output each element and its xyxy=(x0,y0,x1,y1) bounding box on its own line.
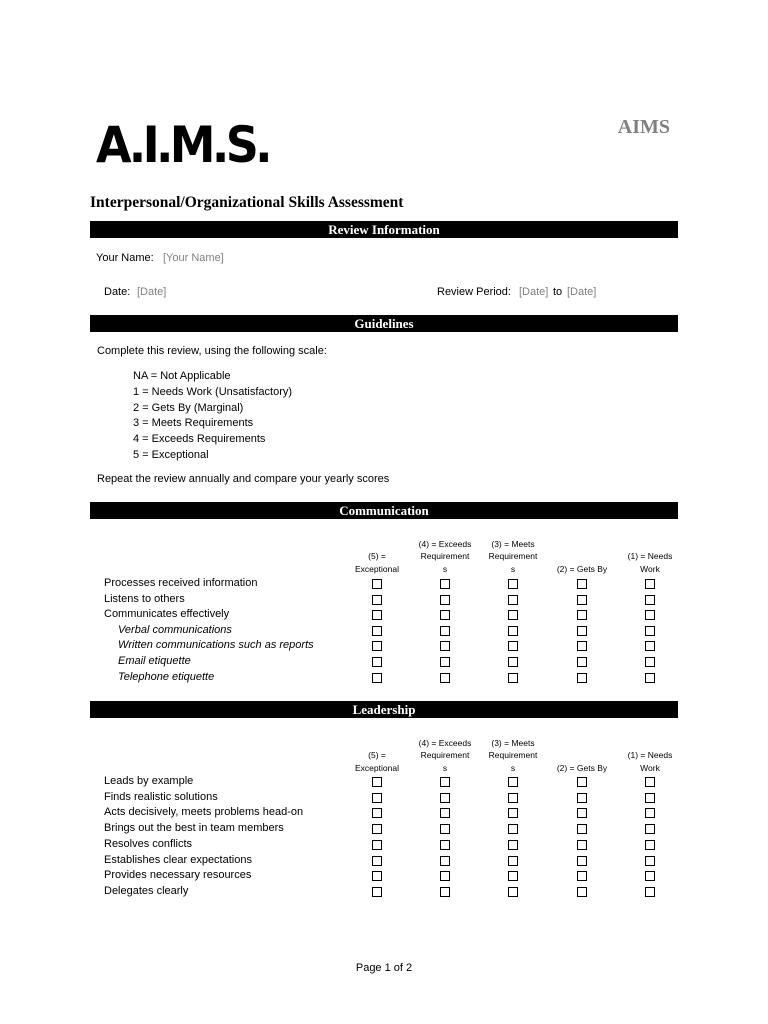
rating-checkbox[interactable] xyxy=(645,856,655,866)
rating-checkbox[interactable] xyxy=(577,657,587,667)
rating-checkbox[interactable] xyxy=(440,657,450,667)
rating-column-header-line: Work xyxy=(640,563,660,574)
rating-checkbox[interactable] xyxy=(577,673,587,683)
rating-checkbox[interactable] xyxy=(645,641,655,651)
review-period-to-label: to xyxy=(553,286,563,298)
rating-checkbox[interactable] xyxy=(645,673,655,683)
rating-column-header-line: Requirement xyxy=(420,750,470,760)
scale-item: NA = Not Applicable xyxy=(133,370,231,382)
rating-checkbox[interactable] xyxy=(372,840,382,850)
page-number: Page 1 of 2 xyxy=(355,962,413,974)
rating-column-header-line: s xyxy=(510,762,516,773)
rating-column-header-line: (4) = Exceeds xyxy=(418,538,472,549)
rating-column-header-line: Requirement xyxy=(488,750,538,760)
rating-column-header xyxy=(344,749,410,774)
assessment-row xyxy=(104,592,664,608)
assessment-row xyxy=(104,884,664,900)
assessment-item-label: Acts decisively, meets problems head-on xyxy=(104,806,304,819)
assessment-item-label: Written communications such as reports xyxy=(118,639,314,652)
rating-column-header-line: (1) = Needs xyxy=(627,551,673,561)
rating-column-header-line: (2) = Gets By xyxy=(556,563,608,574)
assessment-row xyxy=(104,868,664,884)
rating-checkbox[interactable] xyxy=(577,793,587,803)
assessment-row xyxy=(104,774,664,790)
assessment-item-label: Provides necessary resources xyxy=(104,869,252,882)
rating-checkbox[interactable] xyxy=(645,777,655,787)
rating-checkbox[interactable] xyxy=(372,808,382,818)
rating-checkbox[interactable] xyxy=(372,641,382,651)
rating-checkbox[interactable] xyxy=(440,777,450,787)
assessment-row xyxy=(104,853,664,869)
rating-checkbox[interactable] xyxy=(577,641,587,651)
assessment-row xyxy=(104,607,664,623)
scale-item: 1 = Needs Work (Unsatisfactory) xyxy=(133,385,293,398)
rating-checkbox[interactable] xyxy=(508,824,518,834)
rating-checkbox[interactable] xyxy=(508,793,518,803)
rating-column-header xyxy=(480,737,546,775)
rating-column-header xyxy=(412,538,478,576)
rating-checkbox[interactable] xyxy=(645,871,655,881)
rating-checkbox[interactable] xyxy=(508,657,518,667)
rating-checkbox[interactable] xyxy=(508,856,518,866)
rating-checkbox[interactable] xyxy=(577,777,587,787)
rating-checkbox[interactable] xyxy=(508,887,518,897)
rating-column-header xyxy=(412,737,478,775)
your-name-field[interactable]: [Your Name] xyxy=(163,252,224,264)
rating-column-header-line: Requirement xyxy=(420,551,470,561)
rating-checkbox[interactable] xyxy=(372,824,382,834)
rating-column-header-line: (3) = Meets xyxy=(491,538,535,549)
scale-item: 3 = Meets Requirements xyxy=(133,417,254,430)
rating-checkbox[interactable] xyxy=(372,579,382,589)
rating-checkbox[interactable] xyxy=(440,793,450,803)
assessment-row xyxy=(104,623,664,639)
rating-checkbox[interactable] xyxy=(440,626,450,636)
assessment-item-label: Establishes clear expectations xyxy=(104,853,252,866)
assessment-row xyxy=(104,654,664,670)
assessment-row xyxy=(104,805,664,821)
rating-checkbox[interactable] xyxy=(645,657,655,667)
assessment-item-label: Resolves conflicts xyxy=(104,837,193,850)
rating-checkbox[interactable] xyxy=(645,824,655,834)
rating-checkbox[interactable] xyxy=(577,579,587,589)
assessment-item-label: Communicates effectively xyxy=(104,608,230,621)
rating-checkbox[interactable] xyxy=(508,840,518,850)
rating-checkbox[interactable] xyxy=(372,777,382,787)
assessment-item-label: Verbal communications xyxy=(118,623,232,636)
rating-checkbox[interactable] xyxy=(440,887,450,897)
rating-column-header-line: (5) = xyxy=(368,750,386,760)
rating-checkbox[interactable] xyxy=(372,856,382,866)
rating-column-header xyxy=(549,762,615,775)
rating-checkbox[interactable] xyxy=(577,808,587,818)
rating-scale-list xyxy=(133,369,292,464)
rating-column-header-line: (2) = Gets By xyxy=(556,762,608,773)
rating-checkbox[interactable] xyxy=(508,808,518,818)
rating-checkbox[interactable] xyxy=(372,887,382,897)
rating-checkbox[interactable] xyxy=(645,626,655,636)
rating-checkbox[interactable] xyxy=(372,871,382,881)
assessment-row xyxy=(104,790,664,806)
your-name-label: Your Name: xyxy=(96,252,154,264)
date-field[interactable]: [Date] xyxy=(137,286,167,298)
assessment-item-label: Telephone etiquette xyxy=(118,670,215,683)
rating-checkbox[interactable] xyxy=(372,626,382,636)
document-title: Interpersonal/Organizational Skills Assessment xyxy=(90,194,404,211)
assessment-item-label: Email etiquette xyxy=(118,655,191,667)
rating-column-header-line: s xyxy=(510,563,516,574)
rating-column-header-line: s xyxy=(442,762,448,773)
rating-checkbox[interactable] xyxy=(440,641,450,651)
rating-checkbox[interactable] xyxy=(440,856,450,866)
review-period-label: Review Period: xyxy=(437,286,511,298)
review-period-end-field[interactable]: [Date] xyxy=(567,286,597,298)
assessment-row xyxy=(104,670,664,686)
scale-item: 4 = Exceeds Requirements xyxy=(133,433,266,446)
guidelines-outro: Repeat the review annually and compare your yearly scores xyxy=(97,473,390,485)
rating-column-header xyxy=(549,563,615,576)
rating-checkbox[interactable] xyxy=(440,595,450,605)
scale-item: 2 = Gets By (Marginal) xyxy=(133,401,244,414)
rating-column-header xyxy=(480,538,546,576)
rating-checkbox[interactable] xyxy=(372,793,382,803)
rating-checkbox[interactable] xyxy=(508,579,518,589)
rating-column-header-line: Requirement xyxy=(488,551,538,561)
rating-checkbox[interactable] xyxy=(440,871,450,881)
rating-checkbox[interactable] xyxy=(577,610,587,620)
rating-checkbox[interactable] xyxy=(372,595,382,605)
rating-checkbox[interactable] xyxy=(645,793,655,803)
rating-checkbox[interactable] xyxy=(577,871,587,881)
rating-column-header-line: (5) = xyxy=(368,551,386,561)
rating-checkbox[interactable] xyxy=(645,887,655,897)
assessment-item-label: Processes received information xyxy=(104,577,258,589)
rating-column-header xyxy=(344,550,410,575)
assessment-row xyxy=(104,638,664,654)
rating-checkbox[interactable] xyxy=(508,610,518,620)
rating-checkbox[interactable] xyxy=(372,610,382,620)
rating-checkbox[interactable] xyxy=(372,657,382,667)
rating-column-header-line: s xyxy=(442,563,448,574)
rating-checkbox[interactable] xyxy=(645,840,655,850)
rating-checkbox[interactable] xyxy=(440,673,450,683)
assessment-item-label: Listens to others xyxy=(104,592,185,605)
rating-column-header-line: (3) = Meets xyxy=(491,737,535,748)
rating-column-header-line: Exceptional xyxy=(355,762,399,773)
brand-name: AIMS xyxy=(617,116,670,138)
rating-checkbox[interactable] xyxy=(577,887,587,897)
rating-checkbox[interactable] xyxy=(508,673,518,683)
rating-checkbox[interactable] xyxy=(645,595,655,605)
assessment-item-label: Delegates clearly xyxy=(104,884,189,897)
rating-checkbox[interactable] xyxy=(508,777,518,787)
guidelines-intro: Complete this review, using the following scale: xyxy=(97,345,327,357)
assessment-item-label: Leads by example xyxy=(104,775,194,787)
rating-checkbox[interactable] xyxy=(645,610,655,620)
rating-column-header-line: Exceptional xyxy=(355,563,399,574)
rating-checkbox[interactable] xyxy=(645,579,655,589)
rating-checkbox[interactable] xyxy=(508,626,518,636)
assessment-row xyxy=(104,576,664,592)
date-label: Date: xyxy=(104,286,131,298)
rating-checkbox[interactable] xyxy=(440,579,450,589)
assessment-row xyxy=(104,821,664,837)
rating-checkbox[interactable] xyxy=(440,808,450,818)
rating-column-header-line: (4) = Exceeds xyxy=(418,737,472,748)
rating-checkbox[interactable] xyxy=(372,673,382,683)
assessment-item-label: Brings out the best in team members xyxy=(104,822,284,835)
rating-column-header xyxy=(617,550,683,575)
rating-checkbox[interactable] xyxy=(440,840,450,850)
section-header-leadership: Leadership xyxy=(90,701,678,718)
rating-checkbox[interactable] xyxy=(440,824,450,834)
section-header-guidelines: Guidelines xyxy=(90,315,678,332)
rating-checkbox[interactable] xyxy=(577,856,587,866)
scale-item: 5 = Exceptional xyxy=(133,448,209,461)
rating-checkbox[interactable] xyxy=(508,595,518,605)
rating-checkbox[interactable] xyxy=(577,626,587,636)
review-period-start-field[interactable]: [Date] xyxy=(519,286,549,298)
rating-column-header xyxy=(617,749,683,774)
rating-checkbox[interactable] xyxy=(645,808,655,818)
section-header-review-information: Review Information xyxy=(90,221,678,238)
logo: A.I.M.S. xyxy=(96,116,269,174)
section-header-communication: Communication xyxy=(90,502,678,519)
assessment-item-label: Finds realistic solutions xyxy=(104,790,218,803)
rating-column-header-line: Work xyxy=(640,762,660,773)
assessment-row xyxy=(104,837,664,853)
rating-checkbox[interactable] xyxy=(440,610,450,620)
rating-checkbox[interactable] xyxy=(577,595,587,605)
rating-column-header-line: (1) = Needs xyxy=(627,750,673,760)
rating-checkbox[interactable] xyxy=(508,871,518,881)
rating-checkbox[interactable] xyxy=(577,840,587,850)
rating-checkbox[interactable] xyxy=(508,641,518,651)
rating-checkbox[interactable] xyxy=(577,824,587,834)
